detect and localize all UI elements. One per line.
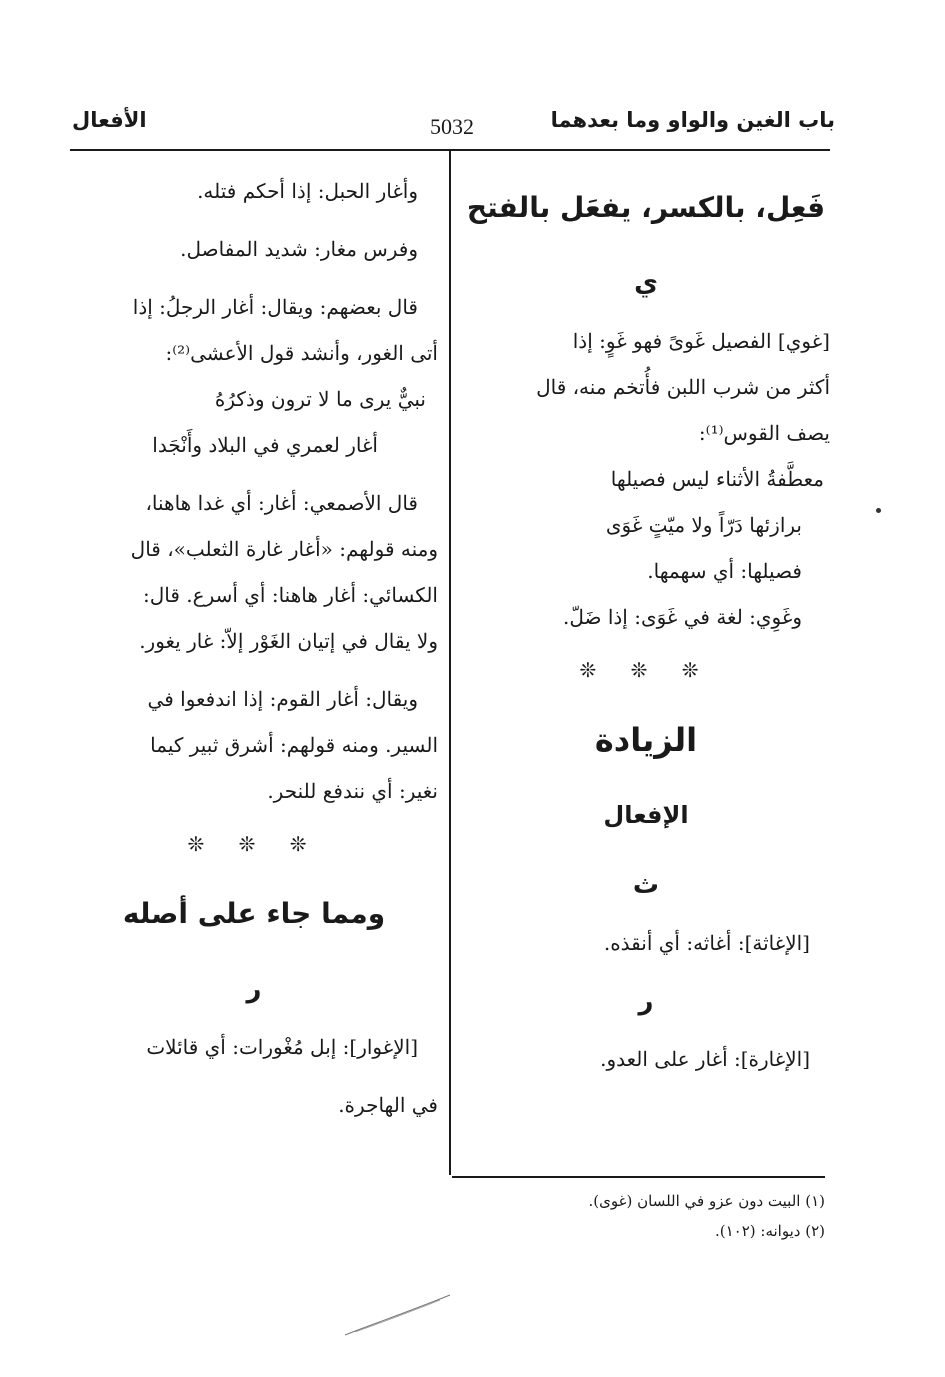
verse-line: برازئها دَرّاً ولا ميّتٍ غَوَى	[605, 513, 802, 537]
entry-line: أتى الغور، وأنشد قول الأعشى⁽²⁾:	[165, 341, 438, 365]
running-head-chapter: باب الغين والواو وما بعدهما	[550, 108, 835, 132]
left-column	[70, 168, 438, 1128]
entry-line: وغَوِي: لغة في غَوَى: إذا ضَلّ.	[562, 605, 802, 629]
entry-line: في الهاجرة.	[338, 1093, 438, 1117]
entry-line: قال بعضهم: ويقال: أغار الرجلُ: إذا	[132, 295, 418, 319]
section-heading-faila: فَعِل، بالكسر، يفعَل بالفتح	[466, 191, 826, 224]
footnote-1: (١) البيت دون عزو في اللسان (غوى).	[588, 1192, 825, 1210]
verse-line: معطَّفةُ الأثناء ليس فصيلها	[610, 467, 824, 491]
entry-line: ومنه قولهم: «أغار غارة الثعلب»، قال	[130, 537, 438, 561]
entry-line: يصف القوس⁽¹⁾:	[698, 421, 830, 445]
footnotes	[589, 1186, 825, 1246]
letter-heading-ra: ر	[638, 986, 654, 1016]
entry-line: السير. ومنه قولهم: أشرق ثبير كيما	[150, 733, 438, 757]
verse-line: أغار لعمري في البلاد وأَنْجَدا	[152, 433, 378, 457]
entry-line: [الإغوار]: إبل مُغْورات: أي قائلات	[146, 1035, 418, 1059]
margin-dot-mark	[876, 508, 881, 513]
entry-line: فصيلها: أي سهمها.	[647, 559, 802, 583]
right-column	[462, 168, 830, 1082]
entry-line: الكسائي: أغار هاهنا: أي أسرع. قال:	[143, 583, 438, 607]
entry-line: وفرس مغار: شديد المفاصل.	[180, 237, 418, 261]
page-number: 5032	[430, 114, 474, 139]
section-heading-origin: ومما جاء على أصله	[122, 897, 386, 930]
entry-line: [الإغاثة]: أغاثه: أي أنقذه.	[603, 931, 810, 955]
entry-line: [الإغارة]: أغار على العدو.	[600, 1047, 810, 1071]
entry-line: أكثر من شرب اللبن فأُتخم منه، قال	[536, 375, 830, 399]
letter-heading-tha: ث	[632, 870, 660, 900]
letter-heading-ra: ر	[246, 974, 262, 1004]
entry-line: وأغار الحبل: إذا أحكم فتله.	[197, 179, 418, 203]
footnote-2: (٢) ديوانه: (١٠٢).	[714, 1222, 825, 1240]
running-head-section: الأفعال	[72, 108, 147, 132]
section-heading-ifal: الإفعال	[603, 801, 689, 829]
section-separator-stars: ❊ ❊ ❊	[187, 832, 321, 856]
entry-line: نغير: أي نندفع للنحر.	[267, 779, 438, 803]
entry-line: [غوي] الفصيل غَوىً فهو غَوٍ: إذا	[572, 329, 830, 353]
chapter-title-ziyada: الزيادة	[594, 721, 698, 759]
letter-heading-ya: ي	[634, 268, 658, 298]
verse-line: نبيٌّ يرى ما لا ترون وذكرُهُ	[214, 387, 426, 411]
section-separator-stars: ❊ ❊ ❊	[579, 658, 713, 682]
entry-line: ويقال: أغار القوم: إذا اندفعوا في	[147, 687, 418, 711]
footnote-rule	[452, 1176, 825, 1178]
entry-line: ولا يقال في إتيان الغَوْر إلاّ: غار يغور.	[139, 629, 438, 653]
pencil-scribble-mark	[340, 1290, 460, 1340]
column-divider	[449, 150, 451, 1175]
entry-line: قال الأصمعي: أغار: أي غدا هاهنا،	[145, 491, 418, 515]
